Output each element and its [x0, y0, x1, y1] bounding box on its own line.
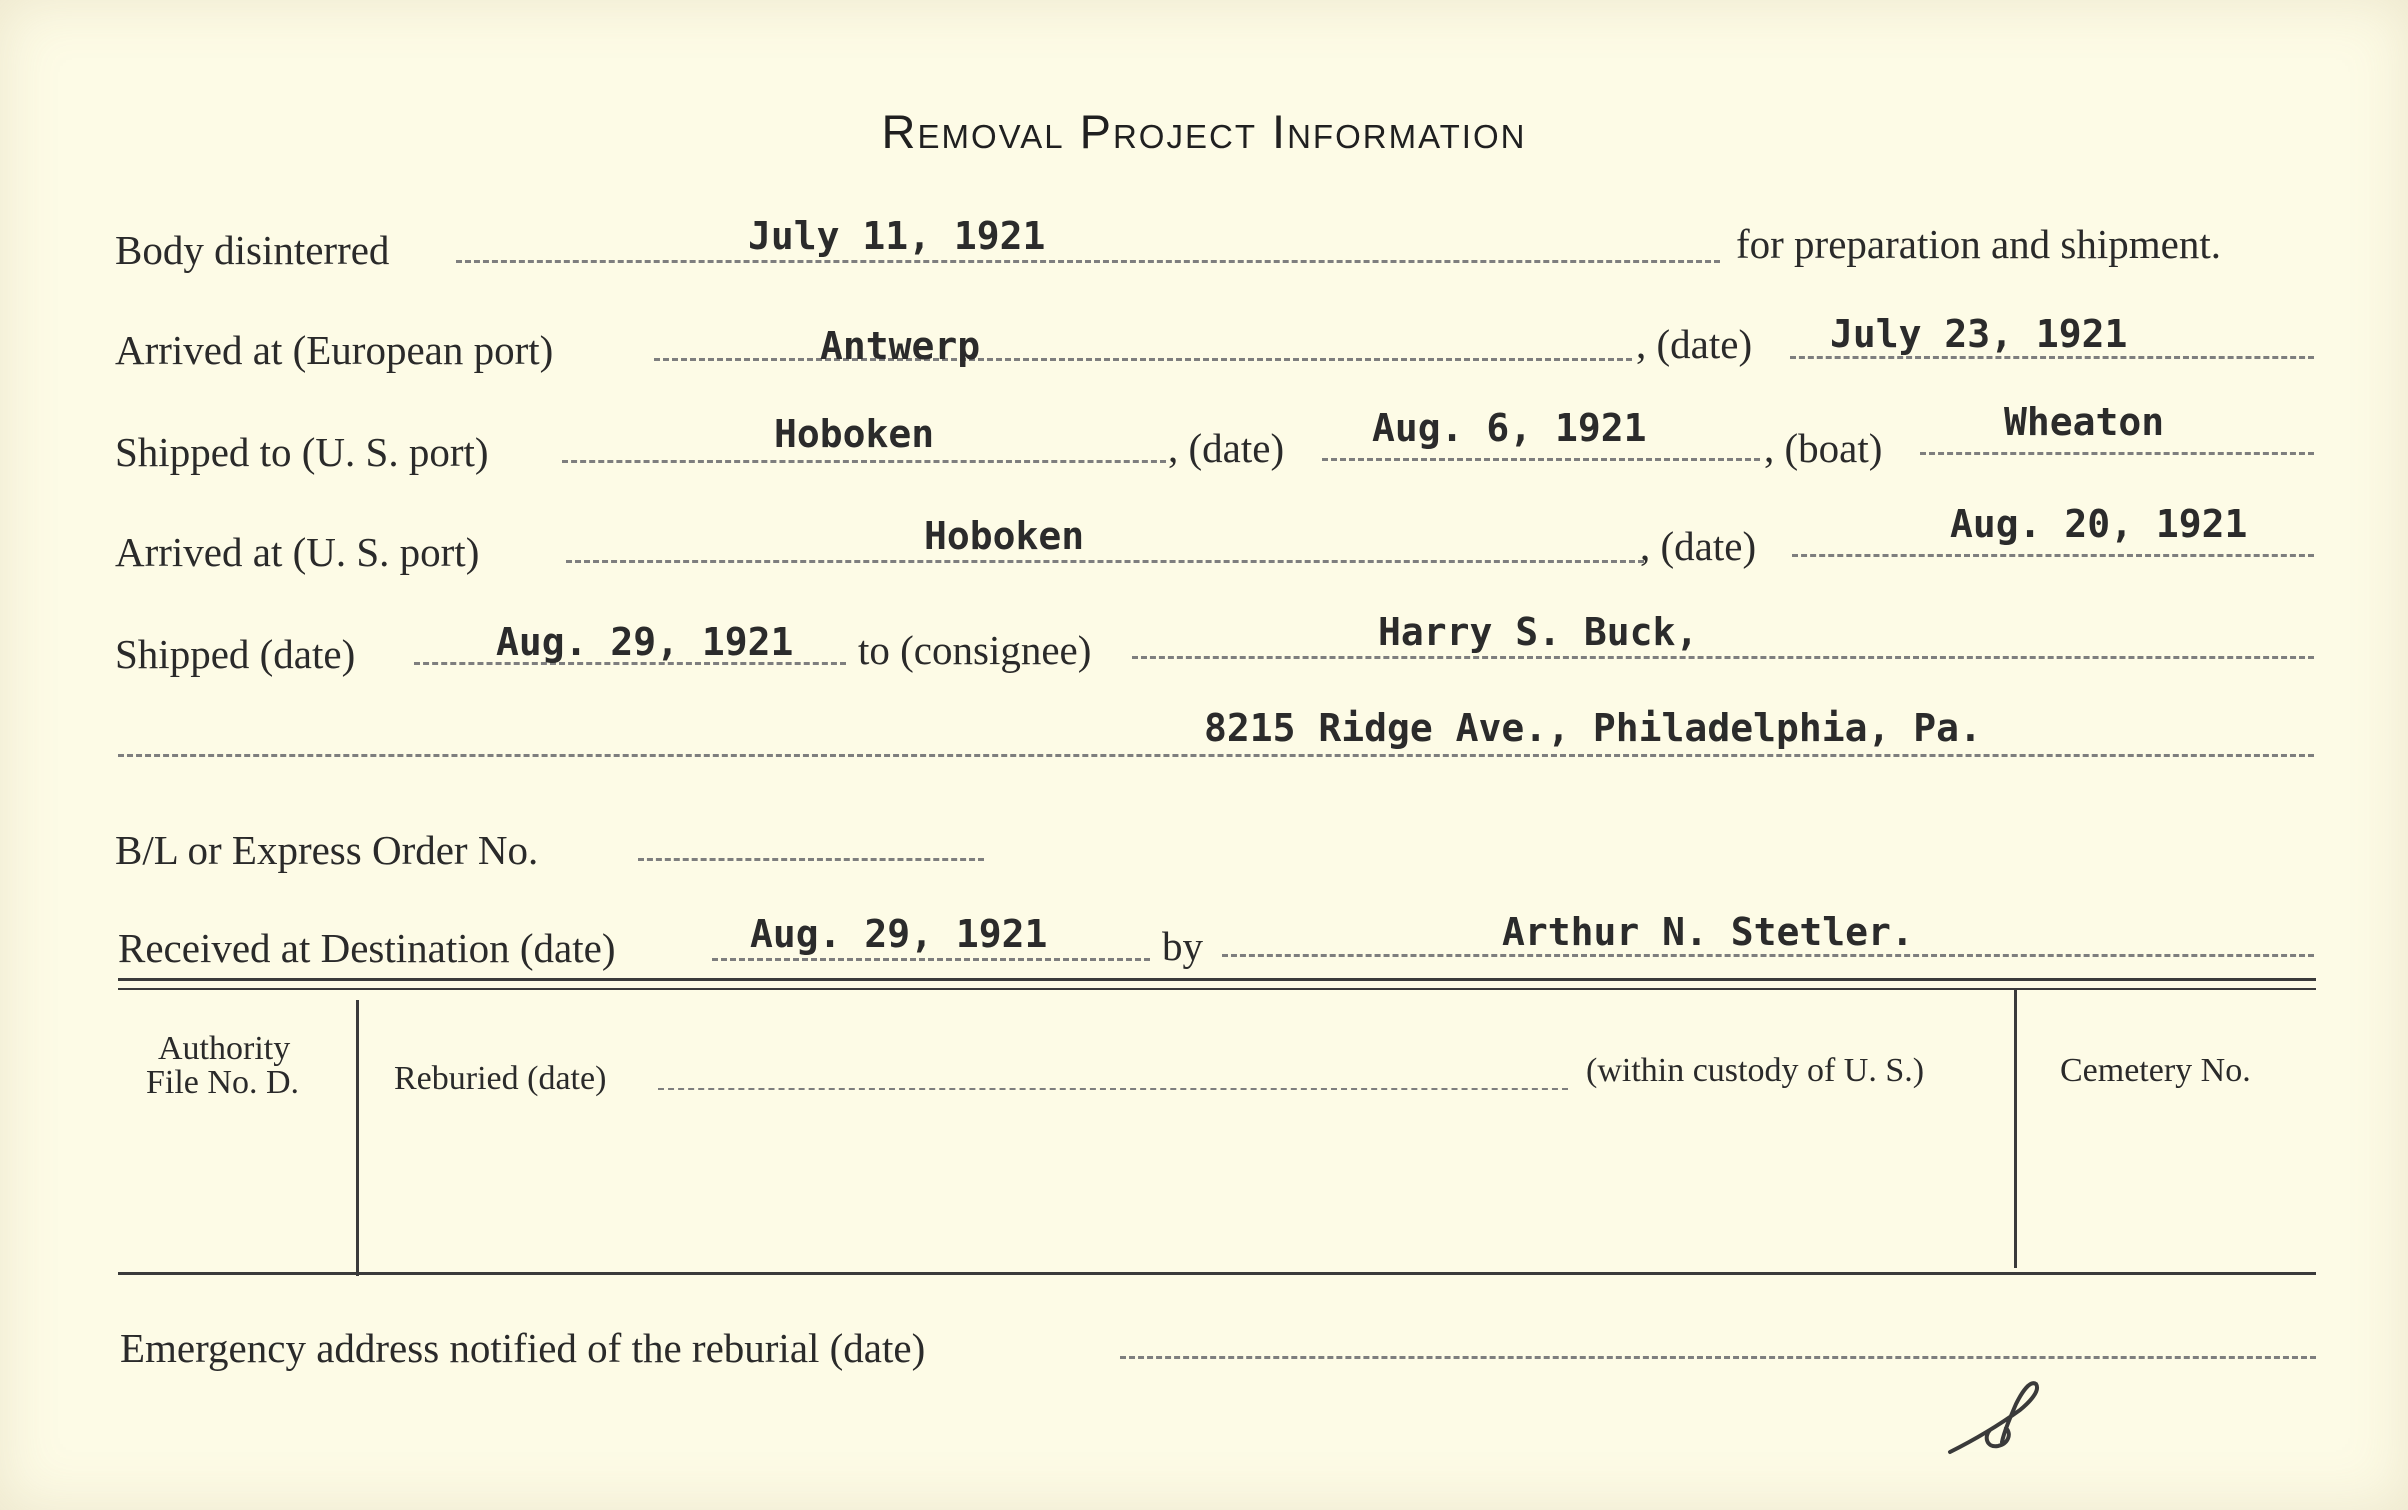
box-bottom-rule [118, 1272, 2316, 1275]
us-arrival-date-line [1792, 554, 2314, 557]
cemetery-no-label: Cemetery No. [2060, 1052, 2251, 1089]
european-port-value: Antwerp [820, 324, 981, 368]
us-port-shipped-line [562, 460, 1166, 463]
bl-order-line [638, 858, 984, 861]
within-custody-label: (within custody of U. S.) [1586, 1052, 1925, 1089]
reburied-date-line [658, 1088, 1568, 1090]
authority-label-line2: File No. D. [146, 1064, 299, 1101]
box-top-rule-2 [118, 988, 2316, 990]
boat-label: , (boat) [1764, 425, 1883, 471]
received-date-line [712, 958, 1150, 961]
shipped-date-line [1322, 458, 1760, 461]
us-port-arrived-value: Hoboken [924, 514, 1085, 558]
us-port-shipped-value: Hoboken [774, 412, 935, 456]
box-top-rule-1 [118, 978, 2316, 981]
shipped-consignee-date-value: Aug. 29, 1921 [496, 620, 794, 664]
european-date-label: , (date) [1636, 321, 1753, 367]
european-date-line [1790, 356, 2314, 359]
reburied-date-label: Reburied (date) [394, 1060, 607, 1097]
for-preparation-label: for preparation and shipment. [1736, 221, 2222, 267]
to-consignee-label: to (consignee) [858, 627, 1092, 673]
us-arrival-date-value: Aug. 20, 1921 [1950, 502, 2248, 546]
handwritten-mark [1940, 1370, 2050, 1470]
by-label: by [1162, 923, 1203, 969]
received-date-value: Aug. 29, 1921 [750, 912, 1048, 956]
shipped-date-label: , (date) [1168, 425, 1285, 471]
arrived-european-label: Arrived at (European port) [115, 327, 554, 373]
shipped-to-us-label: Shipped to (U. S. port) [115, 429, 489, 475]
received-destination-label: Received at Destination (date) [118, 925, 616, 971]
us-port-arrived-line [566, 560, 1644, 563]
shipped-date-value: Aug. 6, 1921 [1372, 406, 1647, 450]
box-right-divider [2014, 990, 2017, 1268]
european-port-line [654, 358, 1632, 361]
consignee-address-line [118, 754, 2314, 757]
boat-value: Wheaton [2004, 400, 2165, 444]
authority-label-line1: Authority [158, 1030, 291, 1067]
received-by-line [1222, 954, 2314, 957]
boat-line [1920, 452, 2314, 455]
disinterred-date-value: July 11, 1921 [748, 214, 1046, 258]
emergency-date-line [1120, 1356, 2316, 1359]
consignee-name-value: Harry S. Buck, [1378, 610, 1699, 654]
body-disinterred-line [456, 260, 1720, 263]
body-disinterred-label: Body disinterred [115, 227, 390, 273]
shipped-date-row-label: Shipped (date) [115, 631, 356, 677]
consignee-address-value: 8215 Ridge Ave., Philadelphia, Pa. [1204, 706, 1982, 750]
bl-order-label: B/L or Express Order No. [115, 827, 539, 873]
us-arrival-date-label: , (date) [1640, 523, 1757, 569]
arrived-us-label: Arrived at (U. S. port) [115, 529, 480, 575]
card-title: Removal Project Information [881, 105, 1527, 158]
received-by-value: Arthur N. Stetler. [1502, 910, 1914, 954]
box-left-divider [356, 1000, 359, 1276]
consignee-line [1132, 656, 2314, 659]
emergency-address-label: Emergency address notified of the reburial (date) [120, 1325, 926, 1371]
european-arrival-date-value: July 23, 1921 [1830, 312, 2128, 356]
